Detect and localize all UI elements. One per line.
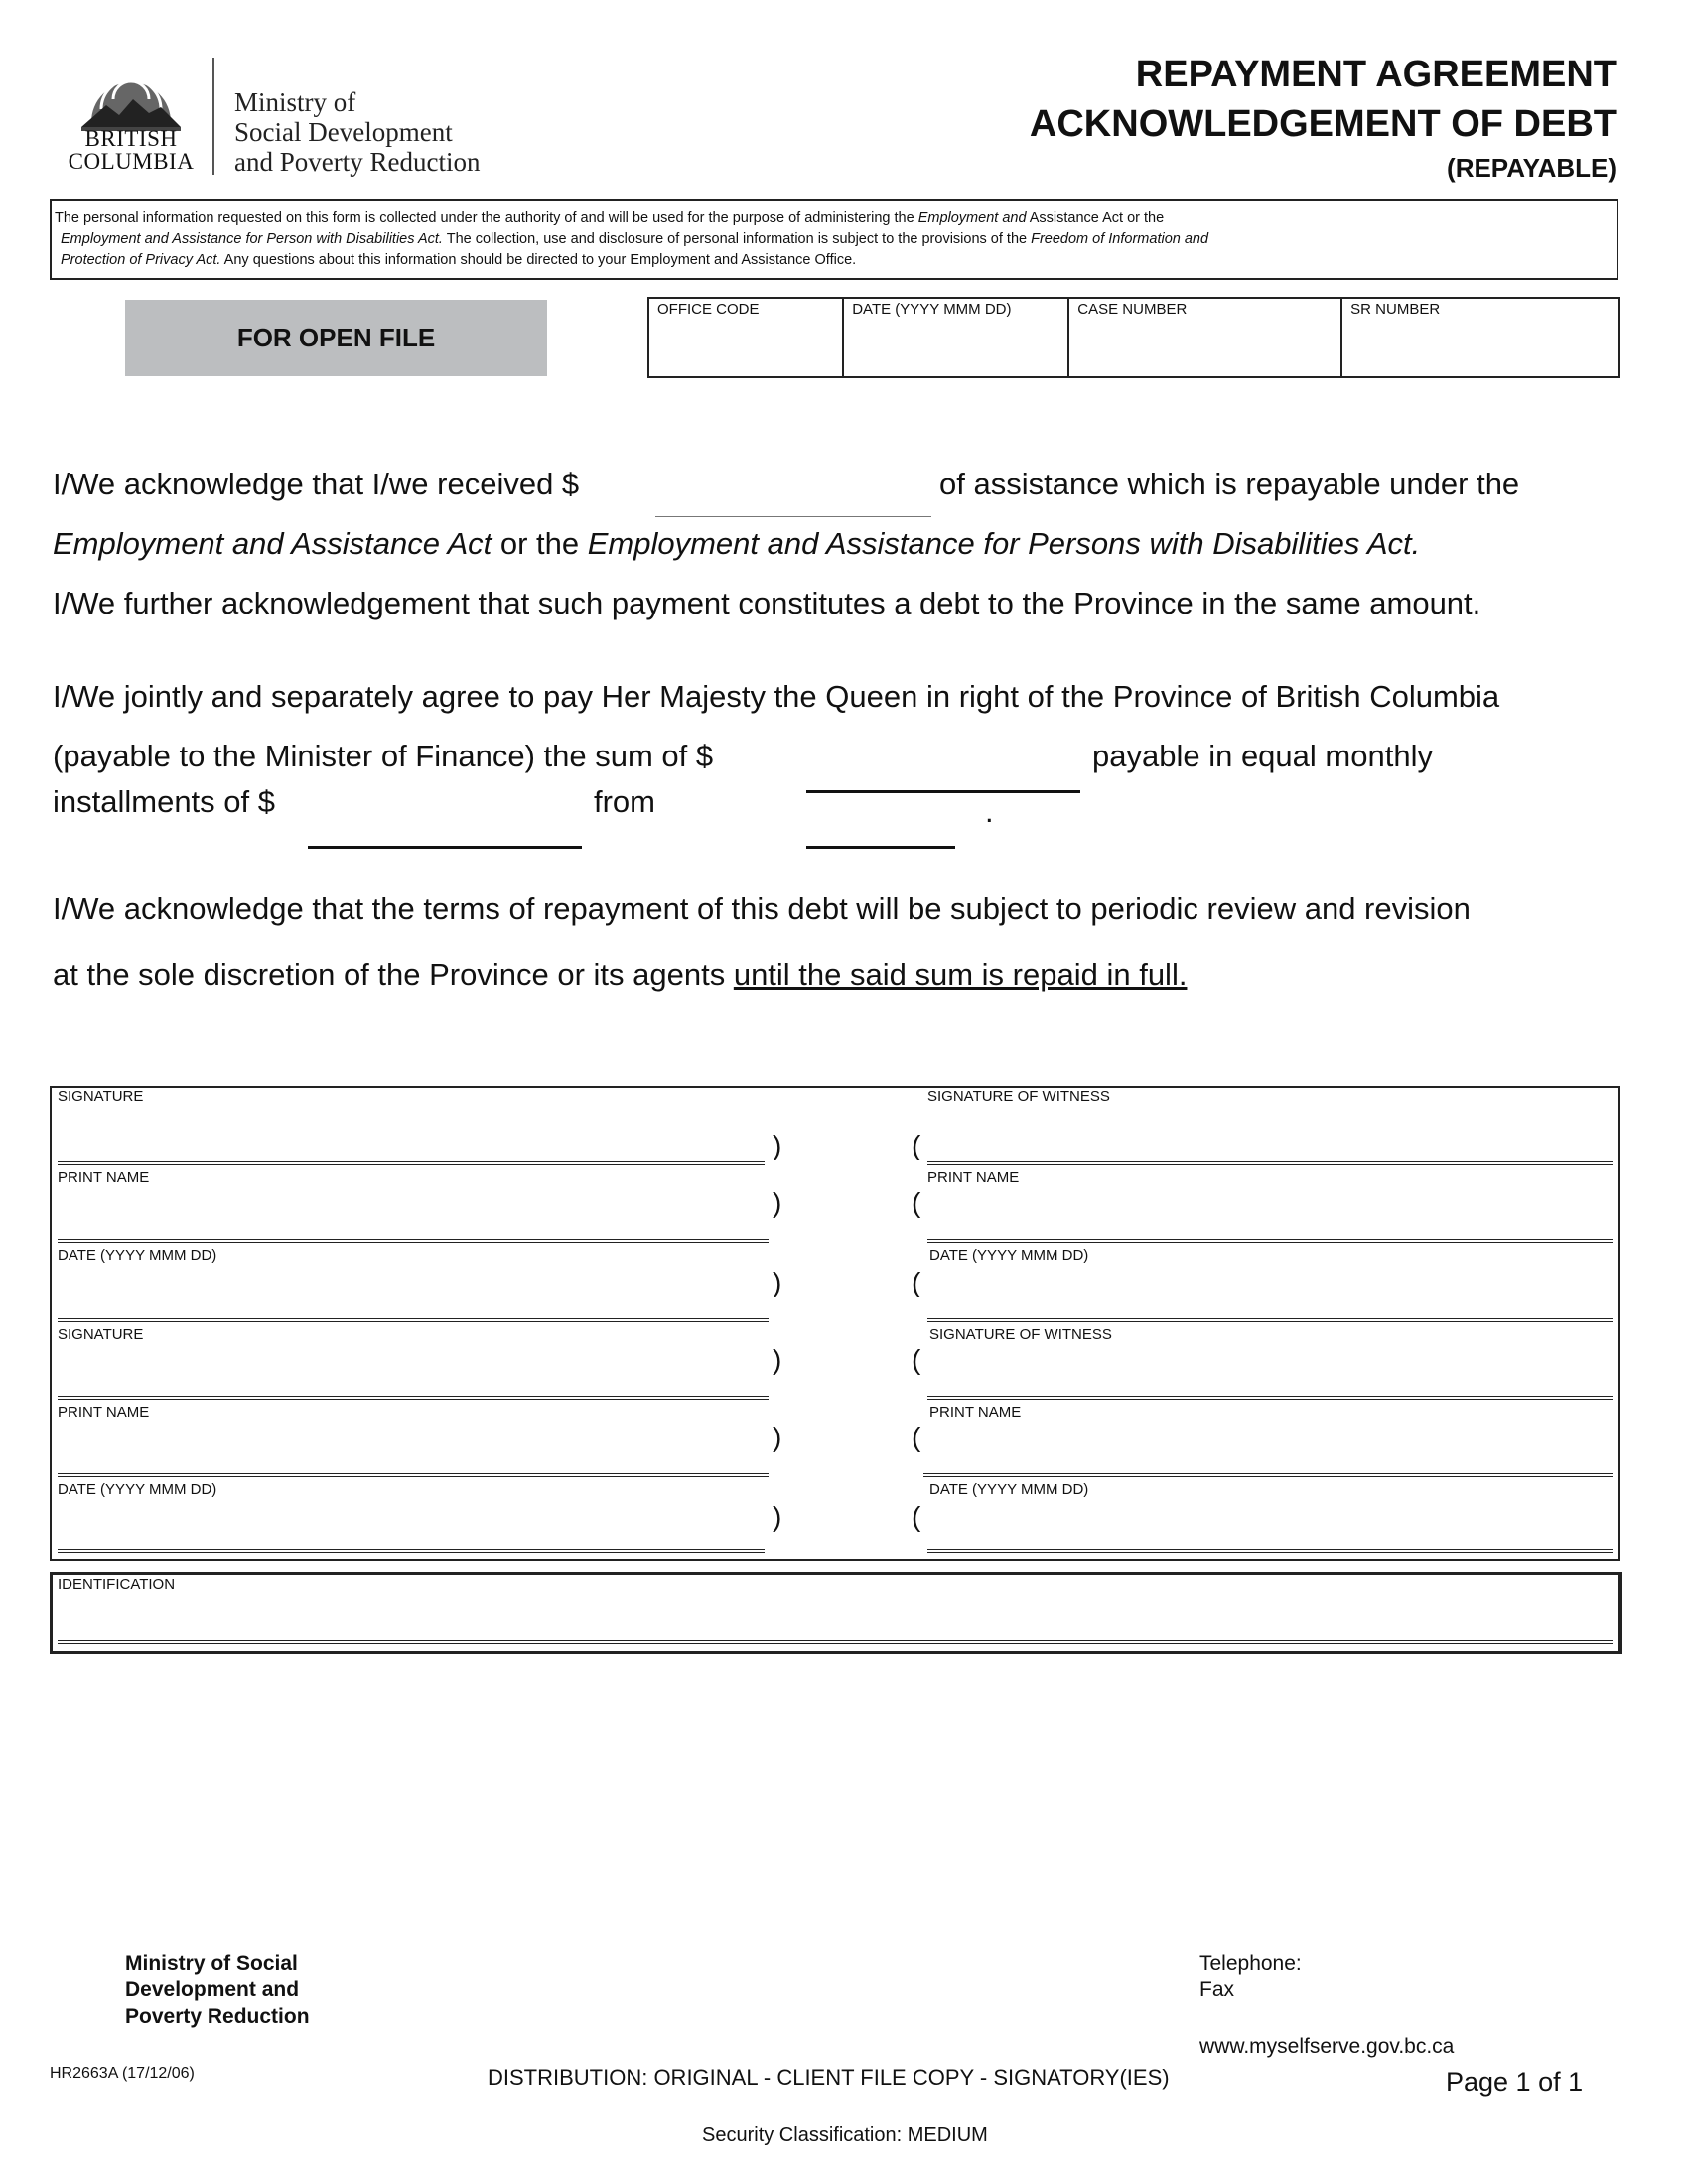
installment-field[interactable] bbox=[308, 846, 582, 849]
print-name-label: PRINT NAME bbox=[58, 1404, 150, 1421]
footer-ministry-line: Poverty Reduction bbox=[125, 2005, 310, 2028]
bracket: ( bbox=[912, 1501, 921, 1532]
footer-ministry-line: Development and bbox=[125, 1979, 300, 2001]
office-code-field[interactable] bbox=[649, 299, 844, 376]
security-classification: Security Classification: MEDIUM bbox=[702, 2124, 988, 2146]
print-name-field[interactable] bbox=[58, 1473, 769, 1477]
body-text: . bbox=[985, 794, 994, 829]
witness-signature-label: SIGNATURE OF WITNESS bbox=[927, 1088, 1110, 1105]
privacy-text: Employment and bbox=[917, 210, 1027, 226]
form-title: REPAYMENT AGREEMENT bbox=[1135, 54, 1617, 95]
bracket: ) bbox=[773, 1344, 782, 1375]
privacy-text: The collection, use and disclosure of personal information is subject to the provisions of the bbox=[442, 231, 1032, 247]
witness-date-field[interactable] bbox=[927, 1549, 1613, 1553]
bracket: ( bbox=[912, 1267, 921, 1297]
footer-contact bbox=[1199, 1950, 1302, 2003]
act-name: Employment and Assistance Act bbox=[53, 526, 492, 561]
privacy-text: Assistance Act or the bbox=[1026, 210, 1165, 226]
field-label: OFFICE CODE bbox=[657, 301, 760, 318]
bracket: ( bbox=[912, 1187, 921, 1218]
logo-line2: COLUMBIA bbox=[68, 149, 195, 174]
form-type: (REPAYABLE) bbox=[1447, 153, 1617, 183]
signature-section bbox=[50, 1086, 1620, 1561]
field-label: CASE NUMBER bbox=[1077, 301, 1188, 318]
witness-signature-field[interactable] bbox=[927, 1396, 1613, 1400]
fax-label: Fax bbox=[1199, 1979, 1235, 2001]
body-text: or the bbox=[492, 526, 588, 561]
witness-print-name-field[interactable] bbox=[927, 1239, 1613, 1243]
ministry-name bbox=[234, 87, 532, 177]
witness-print-name-field[interactable] bbox=[923, 1473, 1613, 1477]
start-date-field[interactable] bbox=[806, 846, 955, 849]
body-text: payable in equal monthly bbox=[1092, 739, 1433, 773]
field-label: SR NUMBER bbox=[1350, 301, 1441, 318]
for-open-file-label: FOR OPEN FILE bbox=[125, 300, 547, 376]
sr-number-field[interactable] bbox=[1342, 299, 1618, 376]
ministry-line: Social Development bbox=[234, 117, 453, 147]
date-field[interactable] bbox=[58, 1318, 769, 1322]
form-subtitle: ACKNOWLEDGEMENT OF DEBT bbox=[1029, 103, 1617, 145]
bracket: ( bbox=[912, 1422, 921, 1452]
office-codes-table bbox=[647, 297, 1620, 378]
witness-signature-label: SIGNATURE OF WITNESS bbox=[929, 1326, 1112, 1343]
privacy-text: The personal information requested on this form is collected under the authority of and will be used for the purpose of administering the bbox=[55, 210, 918, 226]
page-number: Page 1 of 1 bbox=[1446, 2067, 1584, 2097]
print-name-label: PRINT NAME bbox=[927, 1169, 1020, 1186]
witness-signature-field[interactable] bbox=[927, 1161, 1613, 1165]
underlined-text: until the said sum is repaid in full. bbox=[733, 957, 1188, 992]
logo-divider bbox=[212, 58, 214, 175]
body-text bbox=[53, 957, 1187, 993]
privacy-notice bbox=[50, 199, 1618, 280]
footer-ministry bbox=[125, 1950, 310, 2030]
bracket: ( bbox=[912, 1344, 921, 1375]
print-name-field[interactable] bbox=[58, 1239, 769, 1243]
ministry-line: Ministry of bbox=[234, 87, 356, 117]
footer-ministry-line: Ministry of Social bbox=[125, 1952, 298, 1975]
sum-field[interactable] bbox=[806, 790, 1080, 793]
privacy-text: Any questions about this information should be directed to your Employment and Assistance Office. bbox=[220, 252, 857, 268]
signature-field[interactable] bbox=[58, 1396, 769, 1400]
bracket: ) bbox=[773, 1422, 782, 1452]
body-text: I/We jointly and separately agree to pay Her Majesty the Queen in right of the Province of British Columbia bbox=[53, 679, 1500, 714]
body-text: I/We acknowledge that the terms of repayment of this debt will be subject to periodic review and revision bbox=[53, 891, 1471, 926]
body-text: from bbox=[594, 784, 655, 819]
bracket: ) bbox=[773, 1187, 782, 1218]
print-name-label: PRINT NAME bbox=[58, 1169, 150, 1186]
case-number-field[interactable] bbox=[1069, 299, 1342, 376]
ministry-line: and Poverty Reduction bbox=[234, 147, 481, 177]
privacy-text: Protection of Privacy Act. bbox=[61, 252, 221, 268]
body-text: of assistance which is repayable under the bbox=[939, 467, 1520, 501]
identification-line bbox=[58, 1640, 1613, 1644]
form-code: HR2663A (17/12/06) bbox=[50, 2065, 195, 2082]
identification-label: IDENTIFICATION bbox=[58, 1576, 176, 1593]
date-label: DATE (YYYY MMM DD) bbox=[58, 1247, 217, 1264]
witness-date-field[interactable] bbox=[927, 1318, 1613, 1322]
amount-received-field[interactable] bbox=[655, 516, 931, 517]
privacy-text: Employment and Assistance for Person with Disabilities Act. bbox=[61, 231, 443, 247]
logo-line1: BRITISH bbox=[84, 126, 178, 151]
date-label: DATE (YYYY MMM DD) bbox=[929, 1247, 1089, 1264]
bracket: ( bbox=[912, 1130, 921, 1160]
field-label: DATE (YYYY MMM DD) bbox=[852, 301, 1012, 318]
body-text: (payable to the Minister of Finance) the sum of $ bbox=[53, 739, 714, 773]
body-text: installments of $ bbox=[53, 784, 275, 819]
bracket: ) bbox=[773, 1130, 782, 1160]
body-text: I/We acknowledge that I/we received $ bbox=[53, 467, 580, 501]
date-label: DATE (YYYY MMM DD) bbox=[929, 1481, 1089, 1498]
body-text bbox=[53, 526, 1420, 562]
signature-field[interactable] bbox=[58, 1161, 765, 1165]
body-text: at the sole discretion of the Province or its agents bbox=[53, 957, 734, 992]
print-name-label: PRINT NAME bbox=[929, 1404, 1022, 1421]
distribution-note: DISTRIBUTION: ORIGINAL - CLIENT FILE COPY - SIGNATORY(IES) bbox=[488, 2065, 1170, 2090]
privacy-text: Freedom of Information and bbox=[1031, 231, 1209, 247]
logo-wordmark bbox=[62, 127, 201, 173]
date-label: DATE (YYYY MMM DD) bbox=[58, 1481, 217, 1498]
date-field[interactable] bbox=[844, 299, 1069, 376]
body-text: I/We further acknowledgement that such payment constitutes a debt to the Province in the same amount. bbox=[53, 586, 1481, 620]
signature-label: SIGNATURE bbox=[58, 1088, 144, 1105]
act-name: Employment and Assistance for Persons with Disabilities Act. bbox=[587, 526, 1421, 561]
website-link[interactable]: www.myselfserve.gov.bc.ca bbox=[1199, 2035, 1455, 2058]
bracket: ) bbox=[773, 1501, 782, 1532]
telephone-label: Telephone: bbox=[1199, 1952, 1302, 1975]
date-field[interactable] bbox=[58, 1549, 765, 1553]
signature-label: SIGNATURE bbox=[58, 1326, 144, 1343]
bracket: ) bbox=[773, 1267, 782, 1297]
